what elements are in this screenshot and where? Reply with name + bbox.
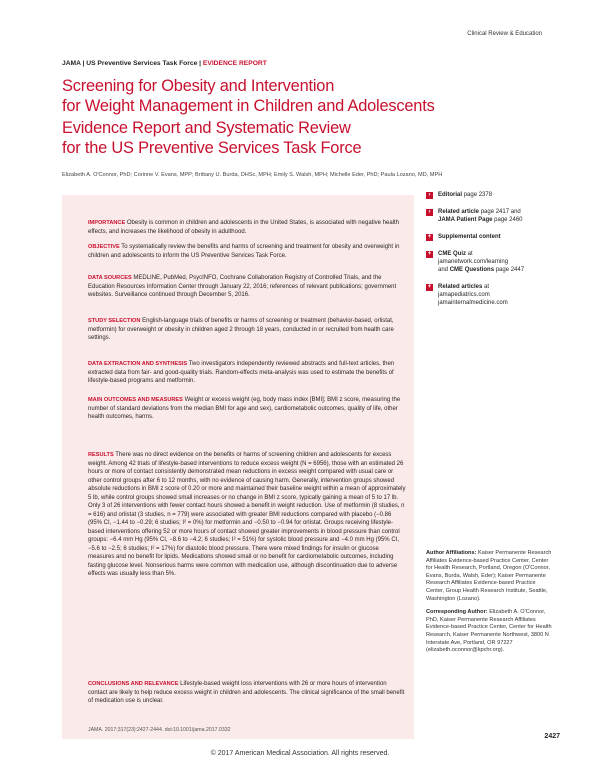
- abstract-study-selection: [88, 317, 406, 343]
- conclusions-label: CONCLUSIONS AND RELEVANCE: [88, 681, 179, 687]
- related-article-link[interactable]: [426, 208, 556, 224]
- sidebar: [426, 191, 556, 316]
- corresponding-label: Corresponding Author:: [426, 609, 488, 616]
- outcomes-label: MAIN OUTCOMES AND MEASURES: [88, 397, 183, 403]
- affiliations-text: Kaiser Permanente Research Affiliates Evidence-based Practice Center, Center for Health Research, Portland, Oregon (O'Connor, Evans, Burda, Walsh, Eder); Kaiser Permanente Research Affiliates Evidence-based Practice Center, Group Health Research Institute, Seattle, Washington (Lozano).: [426, 550, 552, 602]
- article-citation: JAMA. 2017;317(23):2427-2444. doi:10.1001/jama.2017.0332: [88, 727, 231, 733]
- article-subtitle: [62, 118, 542, 158]
- study-selection-text: English-language trials of benefits or harms of screening or treatment (behavior-based, orlistat, metformin) for overweight or obesity in children aged 2 through 18 years, conducted in or recruited from health care settings.: [88, 318, 394, 341]
- corresponding-paragraph: [426, 609, 554, 655]
- cme-url[interactable]: jamanetwork.com/learning: [438, 259, 509, 265]
- cme-quiz-label: CME Quiz: [438, 251, 466, 257]
- editorial-label: Editorial: [438, 192, 463, 198]
- related-articles-at: at: [484, 284, 490, 290]
- article-title: [62, 76, 542, 116]
- affiliations-label: Author Affiliations:: [426, 550, 477, 556]
- outcomes-text: Weight or excess weight (eg, body mass index [BMI]; BMI z score, measuring the number of standard deviations from the median BMI for age and sex), cardiometabolic outcomes, quality of life, other health outcomes, harms.: [88, 397, 401, 420]
- page-number: 2427: [544, 733, 560, 740]
- running-head: Clinical Review & Education: [467, 31, 542, 37]
- abstract-data-sources: [88, 274, 406, 300]
- related-articles-label: Related articles: [438, 284, 483, 290]
- cme-quiz-link[interactable]: [426, 250, 556, 274]
- editorial-link[interactable]: [426, 191, 556, 199]
- evidence-report-label: EVIDENCE REPORT: [202, 60, 267, 67]
- results-text: There was no direct evidence on the benefits or harms of screening children and adolescents for excess weight. Among 42 trials of lifestyle-based interventions to reduce excess weight (N = 6956), those with an estimated 26 hours or more of contact consistently demonstrated mean reductions in excess weight compared with usual care or other control groups after 6 to 12 months, with no evidence of causing harm. Generally, intervention groups showed absolute reductions in BMI z score of 0.20 or more and maintained their baseline weight within a mean of approximately 5 lb, while control groups showed small increases or no change in BMI z score, typically gaining a mean of 5 to 17 lb. Only 3 of 26 interventions with fewer contact hours showed a benefit in weight reduction. Use of metformin (8 studies, n = 616) and orlistat (3 studies, n = 779) were associated with greater BMI reductions compared with placebo (−0.86 (95% CI, −1.44 to −0.29; 6 studies; I² = 0%) for metformin and −0.50 to −0.94 for orlistat. Groups receiving lifestyle-based interventions offering 52 or more hours of contact showed greater improvements in blood pressure than control groups: −6.4 mm Hg (95% CI, −8.6 to −4.2; 6 studies; I² = 51%) for systolic blood pressure and −4.0 mm Hg (95% CI, −5.6 to −2.5; 6 studies; I² = 17%) for diastolic blood pressure. There were mixed findings for insulin or glucose measures and no benefit for lipids. Medications showed small or no benefit for cardiometabolic outcomes, including fasting glucose level. Nonserious harms were common with medication use, although discontinuation due to adverse effects was usually less than 5%.: [88, 452, 406, 577]
- journal-line: [62, 60, 267, 67]
- objective-text: To systematically review the benefits and harms of screening and treatment for obesity and overweight in children and adolescents to inform the US Preventive Services Task Force.: [88, 244, 400, 259]
- patient-page-label: JAMA Patient Page: [438, 217, 493, 223]
- abstract-box: [62, 195, 414, 739]
- plus-icon: +: [427, 284, 432, 290]
- abstract-results: [88, 451, 406, 579]
- cme-and: and: [438, 267, 449, 273]
- corresponding-text: Elizabeth A. O'Connor, PhD, Kaiser Permanente Research Affiliates Evidence-based Practice Center, Center for Health Research, Kaiser Permanente Northwest, 3800 N Interstate Ave, Portland, OR 97227 (elizabeth.oconnor@kpchr.org).: [426, 609, 552, 654]
- title-line-1: Screening for Obesity and Intervention: [62, 77, 335, 95]
- affiliations-paragraph: [426, 550, 554, 603]
- author-list: Elizabeth A. O'Connor, PhD; Corinne V. Evans, MPP; Brittany U. Burda, DHSc, MPH; Emily S. Walsh, MPH; Michelle Eder, PhD; Paula Lozano, MD, MPH: [62, 172, 443, 178]
- related-url-1[interactable]: jamapediatrics.com: [438, 292, 490, 298]
- cme-questions-label: CME Questions: [449, 267, 495, 273]
- title-line-2: for Weight Management in Children and Adolescents: [62, 97, 435, 115]
- data-sources-text: MEDLINE, PubMed, PsycINFO, Cochrane Collaboration Registry of Controlled Trials, and the Education Resources Information Center through January 22, 2016; references of relevant publications; government websites. Surveillance continued through December 5, 2016.: [88, 275, 397, 298]
- importance-text: Obesity is common in children and adolescents in the United States, is associated with negative health effects, and increases the likelihood of obesity in adulthood.: [88, 220, 400, 235]
- abstract-importance: [88, 219, 406, 236]
- supplemental-label: Supplemental content: [438, 234, 501, 240]
- study-selection-label: STUDY SELECTION: [88, 318, 141, 324]
- arrow-icon: ›: [426, 209, 433, 216]
- copyright: © 2017 American Medical Association. All rights reserved.: [210, 750, 390, 757]
- patient-page-number: page 2460: [494, 217, 523, 223]
- arrow-icon: ›: [426, 192, 433, 199]
- data-extraction-label: DATA EXTRACTION AND SYNTHESIS: [88, 361, 188, 367]
- objective-label: OBJECTIVE: [88, 244, 120, 250]
- data-extraction-text: Two investigators independently reviewed abstracts and full-text articles, then extracted data from fair- and good-quality trials. Random-effects meta-analysis was used to estimate the benefits of lifestyle-based programs and metformin.: [88, 361, 395, 384]
- related-article-label: Related article: [438, 209, 480, 215]
- cme-at: at: [467, 251, 473, 257]
- plus-icon: +: [427, 251, 432, 257]
- data-sources-label: DATA SOURCES: [88, 275, 132, 281]
- abstract-conclusions: [88, 680, 406, 706]
- subtitle-line-1: Evidence Report and Systematic Review: [62, 119, 351, 137]
- editorial-page: page 2378: [463, 192, 493, 198]
- author-affiliations: [426, 550, 554, 661]
- related-article-page: page 2417 and: [480, 209, 521, 215]
- supplemental-content-link[interactable]: [426, 233, 556, 241]
- conclusions-text: Lifestyle-based weight loss interventions with 26 or more hours of intervention contact are likely to help reduce excess weight in children and adolescents. The clinical significance of the small benefit of medication use is unclear.: [88, 681, 405, 704]
- importance-label: IMPORTANCE: [88, 220, 126, 226]
- related-url-2[interactable]: jamainternalmedicine.com: [438, 300, 508, 306]
- subtitle-line-2: for the US Preventive Services Task Force: [62, 139, 362, 157]
- cme-page: page 2447: [495, 267, 525, 273]
- related-articles-link[interactable]: [426, 283, 556, 307]
- abstract-data-extraction: [88, 360, 406, 386]
- plus-icon: +: [427, 234, 432, 240]
- results-label: RESULTS: [88, 452, 114, 458]
- abstract-outcomes: [88, 396, 406, 422]
- abstract-objective: [88, 243, 406, 260]
- journal-line-text: JAMA | US Preventive Services Task Force |: [62, 60, 203, 67]
